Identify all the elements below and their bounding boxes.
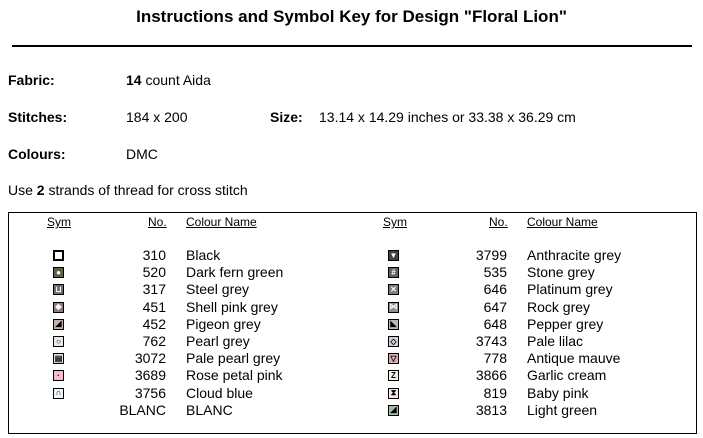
thread-instruction [8, 182, 248, 198]
colour-name: Rose petal pink [186, 367, 283, 384]
size-label: Size: [270, 109, 303, 125]
colour-name: Cloud blue [186, 384, 253, 401]
symbol-swatch-icon: ◣ [388, 319, 399, 330]
symbol-swatch-icon: ▤ [54, 353, 63, 363]
symbol-swatch-icon: · [53, 370, 64, 381]
fabric-label: Fabric: [8, 72, 55, 88]
title-underline [12, 45, 692, 47]
header-name-left: Colour Name [186, 215, 257, 229]
colour-name: Dark fern green [186, 264, 284, 281]
dmc-number: 452 [142, 315, 166, 332]
colour-name: Black [186, 247, 221, 263]
symbol-swatch-icon: ✕ [388, 284, 399, 295]
instruction-pre: Use [8, 182, 37, 198]
colour-name: Stone grey [527, 264, 595, 281]
dmc-number: 3799 [475, 247, 507, 263]
colour-name: Rock grey [527, 298, 591, 315]
key-row-right-819 [0, 385, 703, 402]
colour-name: Pale lilac [527, 333, 584, 349]
key-row-right-3866 [0, 367, 703, 384]
colour-name: Steel grey [186, 281, 250, 298]
fabric-value [126, 72, 211, 88]
stitches-label: Stitches: [8, 109, 68, 125]
dmc-number: 762 [142, 333, 166, 349]
colour-name: Antique mauve [527, 350, 621, 367]
dmc-number: 646 [483, 281, 507, 298]
strand-count: 2 [36, 182, 45, 198]
dmc-number: 3743 [475, 333, 507, 349]
symbol-swatch-icon: # [388, 267, 399, 278]
dmc-number: 3866 [475, 367, 507, 384]
key-row-right-535 [0, 264, 703, 281]
colour-name: Garlic cream [527, 367, 607, 384]
symbol-swatch-icon: ◢ [53, 319, 64, 330]
fabric-count: 14 [126, 72, 142, 88]
colour-name: Pale pearl grey [186, 350, 281, 367]
symbol-swatch-icon: ● [53, 267, 64, 278]
size-value: 13.14 x 14.29 inches or 33.38 x 36.29 cm [319, 109, 576, 125]
dmc-number: 3072 [134, 350, 166, 367]
colour-name: BLANC [186, 401, 233, 418]
colour-name: Pigeon grey [186, 315, 261, 332]
symbol-swatch-icon: ▽ [388, 353, 399, 364]
instruction-post: strands of thread for cross stitch [44, 182, 248, 198]
colour-name: Anthracite grey [527, 247, 622, 263]
colour-name: Baby pink [527, 384, 589, 401]
symbol-swatch-icon: ◇ [388, 336, 399, 347]
header-sym-left: Sym [47, 215, 71, 229]
symbol-swatch-icon: ∩ [53, 388, 64, 399]
header-name-right: Colour Name [527, 215, 598, 229]
symbol-swatch-icon: Z [388, 370, 399, 381]
dmc-number: 520 [142, 264, 166, 281]
symbol-swatch-icon: ○ [53, 336, 64, 347]
fabric-type: count Aida [141, 72, 211, 88]
symbol-swatch-icon: ◢ [388, 405, 399, 416]
key-row-right-778 [0, 350, 703, 367]
symbol-swatch-icon: ⋈ [389, 302, 398, 312]
dmc-number: 310 [142, 247, 166, 263]
dmc-number: 317 [142, 281, 166, 298]
key-row-right-647 [0, 299, 703, 316]
colours-label: Colours: [8, 146, 66, 162]
dmc-number: 535 [483, 264, 507, 281]
dmc-number: 451 [142, 298, 166, 315]
key-row-right-3799 [0, 247, 703, 264]
header-no-left: No. [148, 215, 167, 229]
header-no-right: No. [489, 215, 508, 229]
colour-name: Pepper grey [527, 315, 604, 332]
dmc-number: 819 [483, 384, 507, 401]
dmc-number: 3689 [134, 367, 166, 384]
stitches-value: 184 x 200 [126, 109, 188, 125]
dmc-number: 3813 [475, 401, 507, 418]
key-row-right-3743 [0, 333, 703, 350]
symbol-swatch-icon: ◆ [53, 302, 64, 313]
dmc-number: 648 [483, 315, 507, 332]
header-sym-right: Sym [383, 215, 407, 229]
colour-name: Shell pink grey [186, 298, 278, 315]
key-row-right-3813 [0, 402, 703, 419]
dmc-number: 3756 [134, 384, 166, 401]
page-title: Instructions and Symbol Key for Design "Floral Lion" [136, 7, 567, 26]
symbol-swatch-icon: ▼ [389, 250, 398, 260]
symbol-swatch-icon: ⊔ [53, 284, 64, 295]
colour-name: Pearl grey [186, 333, 250, 349]
key-row-right-648 [0, 316, 703, 333]
dmc-number: BLANC [119, 401, 166, 418]
dmc-number: 647 [483, 298, 507, 315]
dmc-number: 778 [483, 350, 507, 367]
key-row-right-646 [0, 281, 703, 298]
symbol-swatch-icon: ⧗ [388, 388, 399, 399]
colour-name: Platinum grey [527, 281, 613, 298]
colours-value: DMC [126, 146, 158, 162]
colour-name: Light green [527, 401, 598, 418]
